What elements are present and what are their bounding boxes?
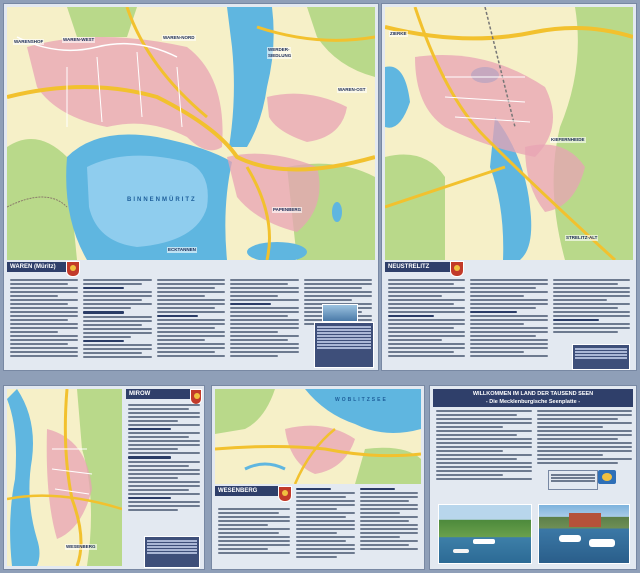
waren-title: WAREN (Müritz) [7, 262, 69, 272]
welcome-contact-box [548, 470, 598, 490]
neustrelitz-title: NEUSTRELITZ [385, 262, 453, 272]
wesenberg-text-col-1 [296, 488, 355, 564]
welcome-header [433, 389, 633, 407]
mirow-info-box [144, 536, 200, 568]
wesenberg-text-col-0 [218, 508, 290, 564]
waren-map-graphic [7, 7, 375, 260]
label-siedlung: SIEDLUNG [268, 53, 292, 58]
mirow-text-col-1 [128, 404, 200, 534]
wesenberg-map-graphic [215, 389, 421, 484]
wesenberg-coat-of-arms [278, 486, 292, 502]
label-woblitzsee: WOBLITZSEE [335, 397, 388, 403]
label-papenberg: PAPENBERG [273, 207, 302, 212]
tourism-logo [598, 470, 616, 484]
wesenberg-panel [212, 386, 424, 569]
label-kiefernheide: KIEFERNHEIDE [551, 137, 585, 142]
waren-info-box [314, 322, 374, 368]
label-waren-west: WAREN-WEST [63, 37, 95, 42]
label-waren-nord: WAREN-NORD [163, 35, 195, 40]
wesenberg-text-left [218, 508, 290, 564]
label-zierke: ZIERKE [390, 31, 407, 36]
photo-harbour [538, 504, 630, 564]
waren-panel [4, 4, 378, 370]
welcome-title: WILLKOMMEN IM LAND DER TAUSEND SEEN [472, 391, 594, 397]
label-waren-ost: WAREN-OST [338, 87, 366, 92]
neustrelitz-panel [382, 4, 636, 370]
mirow-title: MIROW [126, 389, 192, 399]
neustrelitz-map-graphic [385, 7, 633, 260]
label-werder: WERDER- [268, 47, 290, 52]
wesenberg-text-col-2 [360, 488, 419, 564]
welcome-subtitle: - Die Mecklenburgische Seenplatte - [485, 399, 581, 405]
neustrelitz-coat-of-arms [450, 261, 464, 277]
wesenberg-map[interactable] [215, 389, 421, 484]
mirow-coat-of-arms [190, 389, 202, 405]
mirow-map[interactable] [7, 389, 122, 566]
wesenberg-title: WESENBERG [215, 486, 281, 496]
welcome-text-col-1 [436, 410, 532, 480]
label-ecktannen: ECKTANNEN [168, 247, 196, 252]
welcome-panel [430, 386, 636, 569]
label-wesenberg-direction: WESENBERG [66, 544, 96, 549]
mirow-panel [4, 386, 204, 569]
waren-coat-of-arms [66, 261, 80, 277]
label-binnenmueritz: BINNENMÜRITZ [127, 197, 197, 203]
mirow-map-graphic [7, 389, 122, 566]
photo-canal-boats [438, 504, 532, 564]
waren-text-col-4 [230, 279, 298, 367]
neustrelitz-text-col-2 [470, 279, 547, 367]
waren-text-col-3 [157, 279, 225, 367]
mirow-text-columns [128, 404, 200, 534]
waren-map[interactable] [7, 7, 375, 260]
label-warenshof: WARENSHOF [14, 39, 44, 44]
waren-text-col-2 [83, 279, 151, 367]
neustrelitz-info-box [572, 344, 630, 370]
neustrelitz-text-col-1 [388, 279, 465, 367]
neustrelitz-map[interactable] [385, 7, 633, 260]
wesenberg-text-columns [296, 488, 418, 564]
label-strelitz-alt: STRELITZ-ALT [566, 235, 598, 240]
waren-text-col-1 [10, 279, 78, 367]
waren-thumbnail [322, 304, 358, 322]
